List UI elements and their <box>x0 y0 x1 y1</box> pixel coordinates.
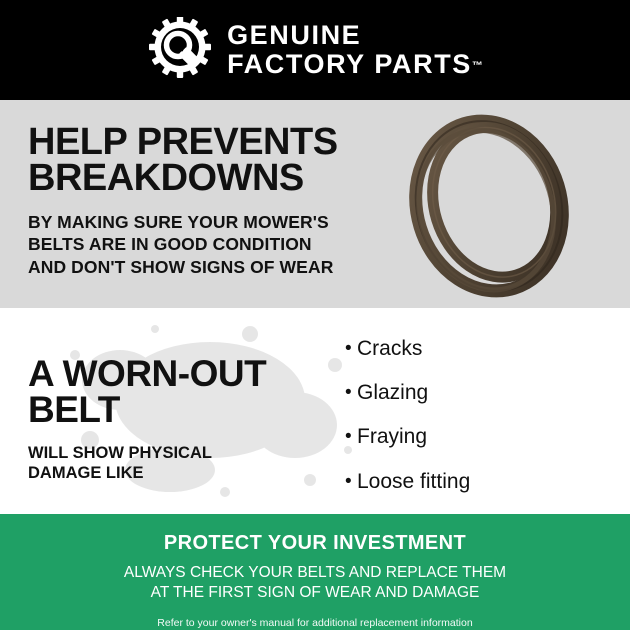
section-one-heading-line-2: BREAKDOWNS <box>28 157 304 200</box>
bullet-icon: • <box>345 382 352 404</box>
list-item <box>345 469 470 494</box>
brand-line-2-text: FACTORY PARTS <box>227 49 472 79</box>
section-one-subtext <box>28 211 358 278</box>
section-one-sub-line-2: BELTS ARE IN GOOD CONDITION <box>28 234 312 255</box>
brand-header <box>0 0 630 100</box>
mower-belt-photo <box>364 106 614 306</box>
brand-line-2 <box>227 50 483 79</box>
footer-sub-line-1: ALWAYS CHECK YOUR BELTS AND REPLACE THEM <box>123 564 507 581</box>
brand-wordmark <box>227 21 483 79</box>
bullet-icon: • <box>345 426 352 448</box>
bullet-icon: • <box>345 470 352 492</box>
section-two-subtext <box>28 443 328 484</box>
list-item <box>345 424 470 449</box>
protect-investment-footer <box>0 514 630 630</box>
footer-heading: PROTECT YOUR INVESTMENT <box>163 532 467 554</box>
list-item-label: Loose fitting <box>357 469 471 493</box>
section-two-heading-line-1: A WORN-OUT <box>28 353 267 394</box>
section-two-heading-line-2: BELT <box>28 389 120 431</box>
section-two-copy <box>28 353 328 484</box>
section-one-sub-line-1: BY MAKING SURE YOUR MOWER'S <box>28 211 329 232</box>
worn-out-belt-section <box>0 308 630 514</box>
bullet-icon: • <box>345 338 352 359</box>
trademark-symbol: ™ <box>471 60 483 72</box>
section-two-sub-line-1: WILL SHOW PHYSICAL <box>28 443 212 462</box>
section-one-heading-line-1: HELP PREVENTS <box>28 121 338 163</box>
gear-magnifier-icon <box>147 17 213 83</box>
footer-sub-line-2: AT THE FIRST SIGN OF WEAR AND DAMAGE <box>150 584 480 602</box>
footer-note: Refer to your owner's manual for additional replacement information <box>157 617 473 630</box>
list-item <box>345 336 470 361</box>
help-prevents-breakdowns-section <box>0 100 630 308</box>
footer-subtext <box>0 563 630 603</box>
list-item-label: Cracks <box>357 337 423 360</box>
section-one-sub-line-3: AND DON'T SHOW SIGNS OF WEAR <box>28 256 334 277</box>
damage-symptom-list <box>345 336 470 513</box>
brand-line-1: GENUINE <box>227 19 362 50</box>
section-two-sub-line-2: DAMAGE LIKE <box>28 464 144 483</box>
list-item <box>345 380 470 405</box>
list-item-label: Glazing <box>357 381 429 405</box>
section-one-copy <box>28 121 358 278</box>
list-item-label: Fraying <box>357 425 428 449</box>
